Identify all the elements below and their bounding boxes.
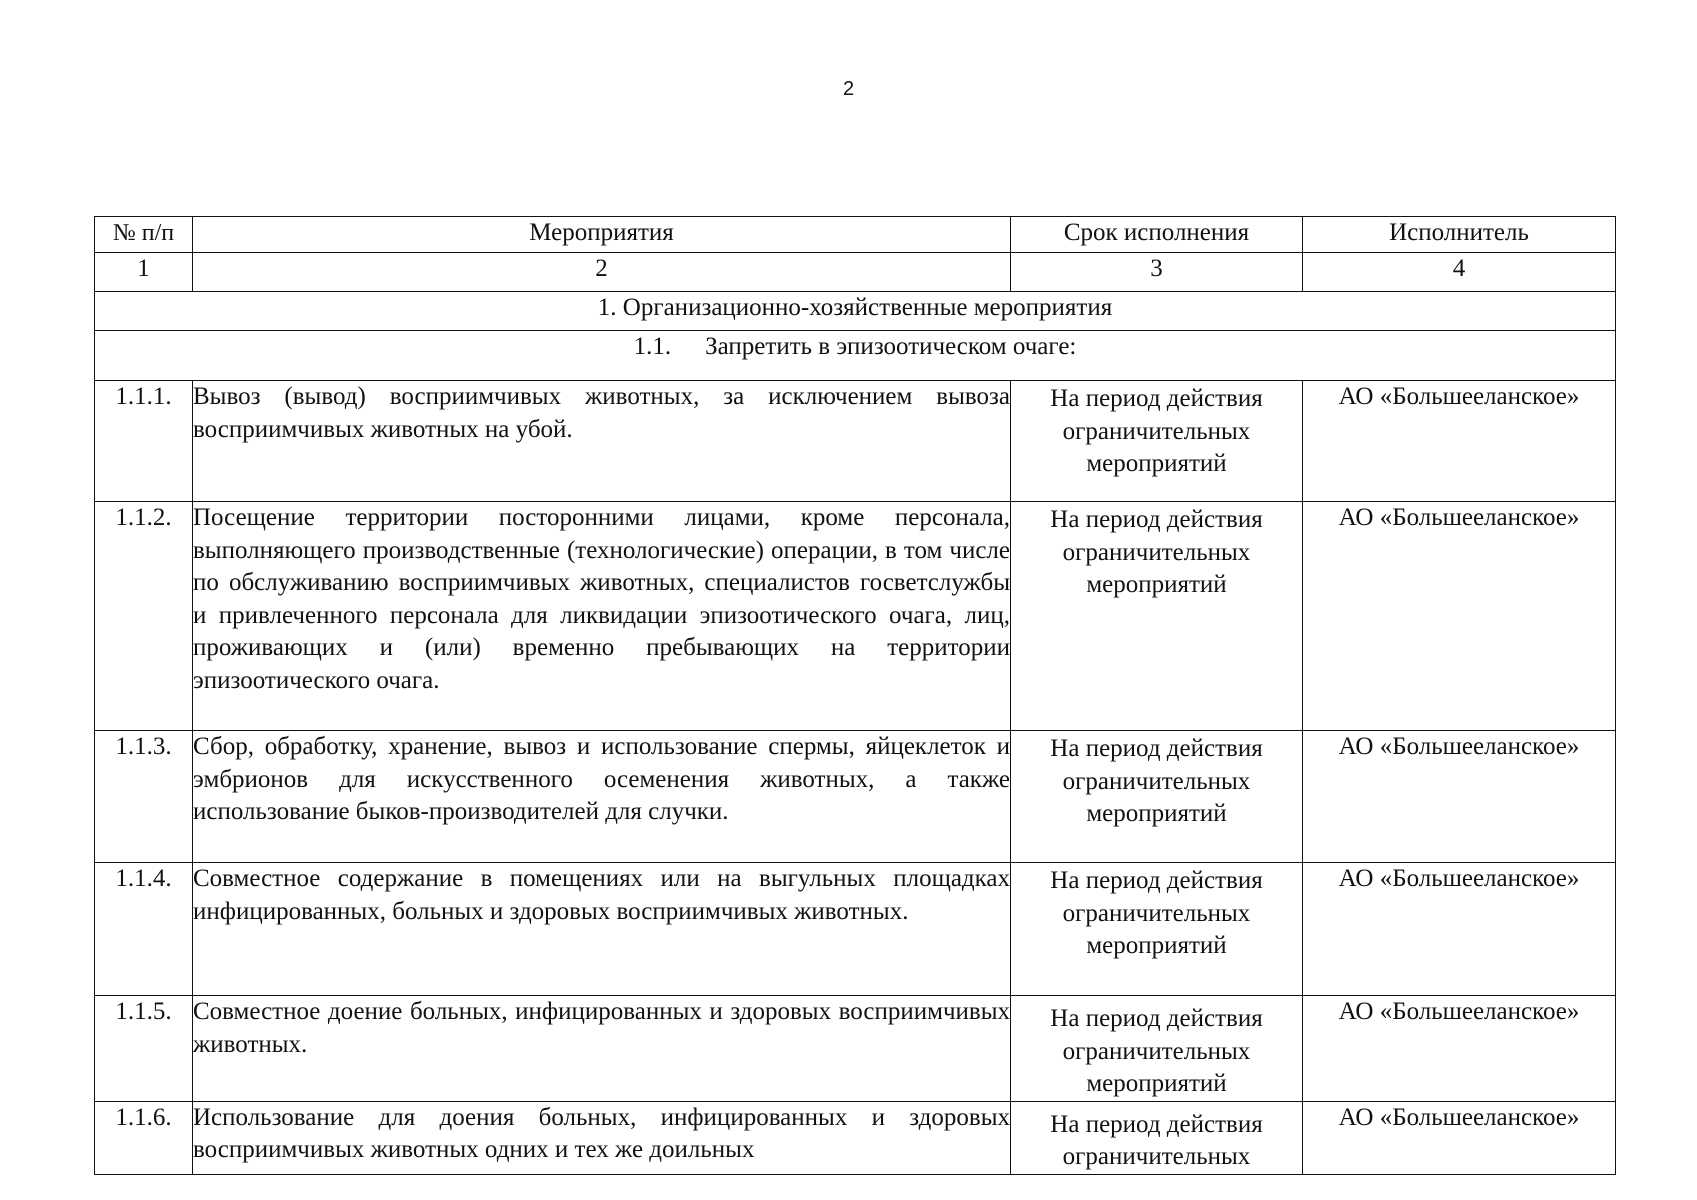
row-measure: Посещение территории посторонними лицами, кроме персонала, выполняющего производственные (технологические) операции, в том числе по обслуживанию восприимчивых животных, специалистов госветслужбы и привлеченного персонала для ликвидации эпизоотического очага, лиц, проживающих и (или) временно пребывающих на территории эпизоотического очага.	[193, 502, 1011, 731]
column-number: 3	[1011, 253, 1303, 292]
row-term-text: На период действия ограничительных	[1050, 1110, 1263, 1170]
table-row	[95, 996, 1616, 1102]
page-number: 2	[842, 78, 855, 100]
row-term	[1011, 1101, 1303, 1174]
row-term-text: На период действия ограничительных мероприятий	[1050, 385, 1263, 477]
row-executor: АО «Большееланское»	[1303, 1101, 1616, 1174]
table-row	[95, 731, 1616, 863]
subsection-title: Запретить в эпизоотическом очаге:	[705, 333, 1077, 360]
row-term	[1011, 731, 1303, 863]
table-row	[95, 381, 1616, 502]
column-numbers-row	[95, 253, 1616, 292]
row-measure: Сбор, обработку, хранение, вывоз и использование спермы, яйцеклеток и эмбрионов для искусственного осеменения животных, а также использование быков-производителей для случки.	[193, 731, 1011, 863]
row-measure: Совместное доение больных, инфицированных и здоровых восприимчивых животных.	[193, 996, 1011, 1102]
row-executor: АО «Большееланское»	[1303, 996, 1616, 1102]
row-term	[1011, 502, 1303, 731]
subsection-heading	[95, 331, 1616, 381]
subsection-number: 1.1.	[633, 333, 672, 360]
row-number: 1.1.2.	[95, 502, 193, 731]
row-number: 1.1.5.	[95, 996, 193, 1102]
row-term-text: На период действия ограничительных мероприятий	[1050, 506, 1263, 598]
column-number: 1	[95, 253, 193, 292]
header-executor: Исполнитель	[1303, 217, 1616, 253]
row-executor: АО «Большееланское»	[1303, 863, 1616, 996]
row-number: 1.1.3.	[95, 731, 193, 863]
row-term	[1011, 381, 1303, 502]
subsection-row	[95, 331, 1616, 381]
column-number: 2	[193, 253, 1011, 292]
column-number: 4	[1303, 253, 1616, 292]
header-term: Срок исполнения	[1011, 217, 1303, 253]
row-measure	[193, 1101, 1011, 1174]
table-row	[95, 502, 1616, 731]
row-measure: Совместное содержание в помещениях или на выгульных площадках инфицированных, больных и здоровых восприимчивых животных.	[193, 863, 1011, 996]
measures-table	[94, 216, 1616, 1175]
row-term-text: На период действия ограничительных мероприятий	[1050, 867, 1263, 959]
row-executor: АО «Большееланское»	[1303, 381, 1616, 502]
row-measure: Вывоз (вывод) восприимчивых животных, за исключением вывоза восприимчивых животных на убой.	[193, 381, 1011, 502]
row-executor: АО «Большееланское»	[1303, 731, 1616, 863]
header-measures: Мероприятия	[193, 217, 1011, 253]
table-row	[95, 863, 1616, 996]
section-row	[95, 292, 1616, 331]
table-row	[95, 1101, 1616, 1174]
row-number: 1.1.4.	[95, 863, 193, 996]
table-header-row	[95, 217, 1616, 253]
row-executor: АО «Большееланское»	[1303, 502, 1616, 731]
header-num: № п/п	[95, 217, 193, 253]
row-number: 1.1.1.	[95, 381, 193, 502]
row-number: 1.1.6.	[95, 1101, 193, 1174]
row-term	[1011, 863, 1303, 996]
row-term	[1011, 996, 1303, 1102]
row-term-text: На период действия ограничительных мероприятий	[1050, 1005, 1263, 1097]
section-title: 1. Организационно-хозяйственные мероприятия	[95, 292, 1616, 331]
row-term-text: На период действия ограничительных мероприятий	[1050, 735, 1263, 827]
row-measure-text: Использование для доения больных, инфицированных и здоровых восприимчивых животных одних и тех же доильных	[193, 1103, 1010, 1163]
